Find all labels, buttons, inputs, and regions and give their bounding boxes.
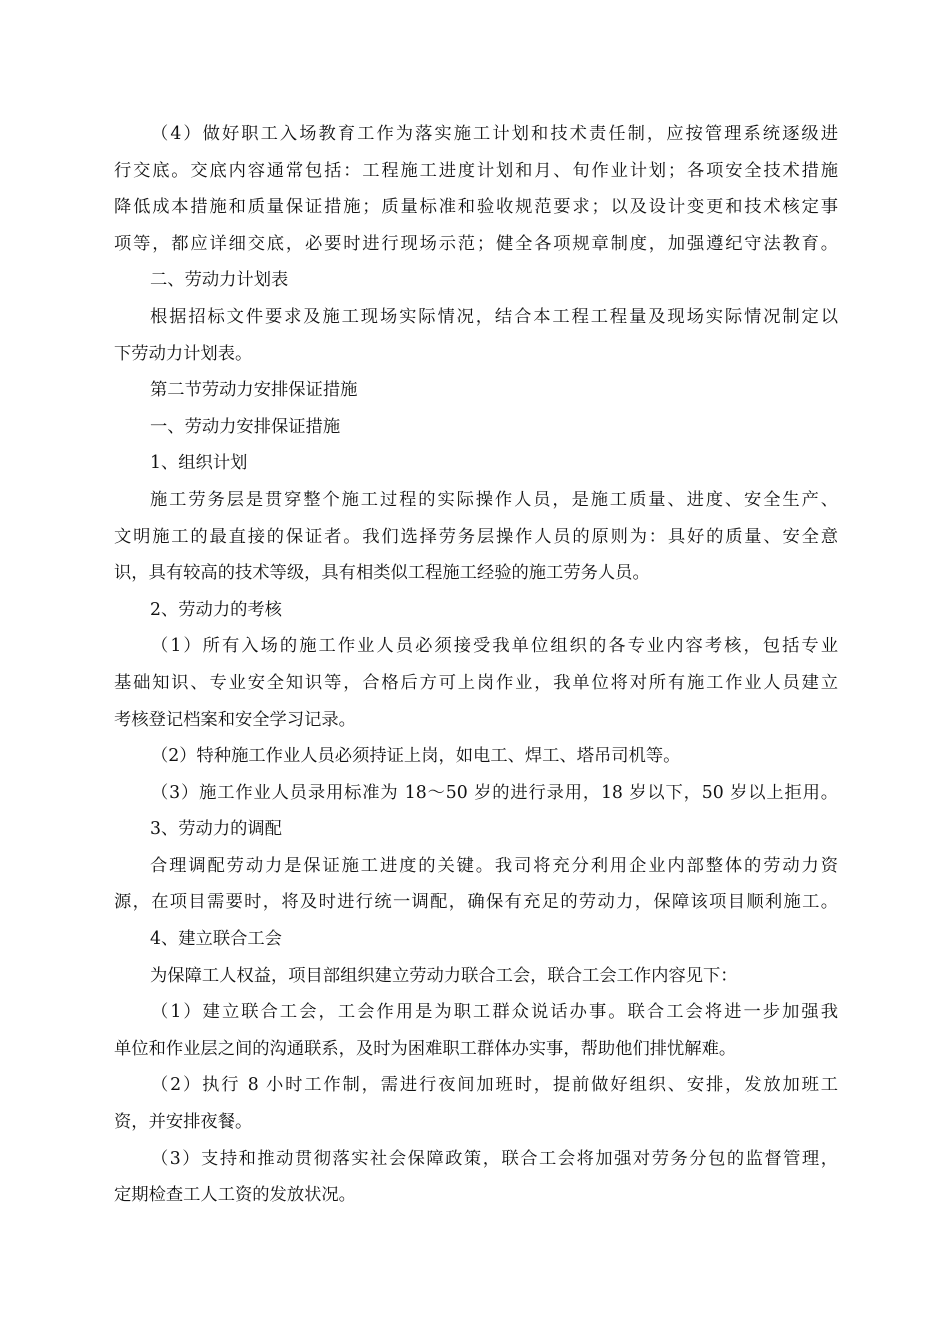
text-line: （1）建立联合工会，工会作用是为职工群众说话办事。联合工会将进一步加强我 <box>151 1002 838 1023</box>
text-line: 源，在项目需要时，将及时进行统一调配，确保有充足的劳动力，保障该项目顺利施工。 <box>114 892 838 913</box>
text-line: 一、劳动力安排保证措施 <box>150 416 341 437</box>
text-line: 文明施工的最直接的保证者。我们选择劳务层操作人员的原则为：具好的质量、安全意 <box>114 526 838 547</box>
text-line: 定期检查工人工资的发放状况。 <box>114 1185 356 1206</box>
text-line: （2）特种施工作业人员必须持证上岗，如电工、焊工、塔吊司机等。 <box>151 746 681 767</box>
text-line: 行交底。交底内容通常包括：工程施工进度计划和月、旬作业计划；各项安全技术措施 <box>114 160 838 181</box>
text-line: 为保障工人权益，项目部组织建立劳动力联合工会，联合工会工作内容见下： <box>150 965 738 986</box>
text-line: 二、劳动力计划表 <box>150 270 289 291</box>
text-line: 1、组织计划 <box>150 453 248 474</box>
text-line: 4、建立联合工会 <box>150 929 282 950</box>
text-line: 单位和作业层之间的沟通联系，及时为困难职工群体办实事，帮助他们排忧解难。 <box>114 1038 737 1059</box>
text-line: （2）执行 8 小时工作制，需进行夜间加班时，提前做好组织、安排，发放加班工 <box>151 1075 838 1096</box>
text-line: 根据招标文件要求及施工现场实际情况，结合本工程工程量及现场实际情况制定以 <box>150 306 838 327</box>
text-line: 2、劳动力的考核 <box>150 599 282 620</box>
text-line: 降低成本措施和质量保证措施；质量标准和验收规范要求；以及设计变更和技术核定事 <box>114 197 838 218</box>
text-line: 资，并安排夜餐。 <box>114 1112 253 1133</box>
text-line: 考核登记档案和安全学习记录。 <box>114 709 356 730</box>
text-line: （4）做好职工入场教育工作为落实施工计划和技术责任制，应按管理系统逐级进 <box>151 124 838 144</box>
text-line: （1）所有入场的施工作业人员必须接受我单位组织的各专业内容考核，包括专业 <box>151 636 838 657</box>
text-line: 基础知识、专业安全知识等，合格后方可上岗作业，我单位将对所有施工作业人员建立 <box>114 672 838 693</box>
text-line: 3、劳动力的调配 <box>150 819 282 840</box>
text-line: 第二节劳动力安排保证措施 <box>150 380 358 401</box>
text-line: 合理调配劳动力是保证施工进度的关键。我司将充分利用企业内部整体的劳动力资 <box>150 855 838 876</box>
text-line: 识，具有较高的技术等级，具有相类似工程施工经验的施工劳务人员。 <box>114 563 650 584</box>
text-line: 项等，都应详细交底，必要时进行现场示范；健全各项规章制度，加强遵纪守法教育。 <box>114 233 838 254</box>
text-line: 施工劳务层是贯穿整个施工过程的实际操作人员，是施工质量、进度、安全生产、 <box>150 489 838 510</box>
text-line: （3）施工作业人员录用标准为 18～50 岁的进行录用，18 岁以下，50 岁以上拒用。 <box>151 782 838 803</box>
text-line: 下劳动力计划表。 <box>114 343 253 364</box>
text-line: （3）支持和推动贯彻落实社会保障政策，联合工会将加强对劳务分包的监督管理， <box>151 1148 838 1169</box>
document-page <box>114 116 838 1214</box>
